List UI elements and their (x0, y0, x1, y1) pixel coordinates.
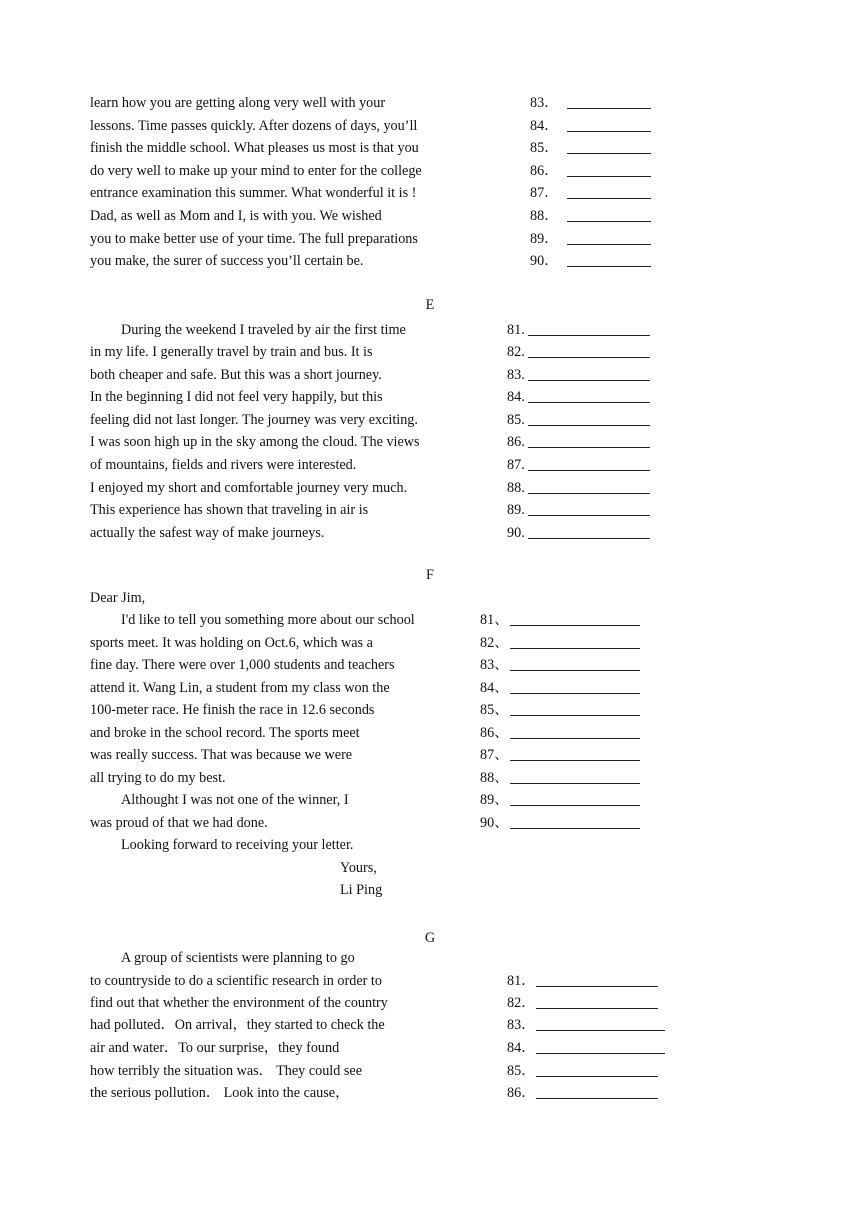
answer-blank[interactable] (528, 402, 650, 403)
passage-line: of mountains, fields and rivers were interested. (90, 457, 357, 473)
answer-number: 85． (507, 1063, 536, 1079)
answer-number: 82． (507, 995, 536, 1011)
passage-line: finish the middle school. What pleases us most is that you (90, 140, 419, 156)
passage-line: feeling did not last longer. The journey was very exciting. (90, 412, 418, 428)
letter-greeting: Dear Jim, (90, 590, 146, 606)
passage-line: learn how you are getting along very well with your (90, 95, 386, 111)
answer-blank[interactable] (567, 108, 651, 109)
answer-number: 85． (530, 140, 559, 156)
passage-line: to countryside to do a scientific research in order to (90, 973, 382, 989)
answer-number: 83. (507, 367, 525, 383)
answer-blank[interactable] (510, 828, 640, 829)
answer-blank[interactable] (528, 380, 650, 381)
passage-line: in my life. I generally travel by train and bus. It is (90, 344, 373, 360)
section-heading: G (424, 930, 436, 946)
passage-line: attend it. Wang Lin, a student from my class won the (90, 680, 390, 696)
passage-line: the serious pollution． Look into the cause， (90, 1085, 350, 1101)
passage-line: both cheaper and safe. But this was a short journey. (90, 367, 382, 383)
answer-blank[interactable] (528, 335, 650, 336)
passage-line: During the weekend I traveled by air the first time (121, 322, 406, 338)
answer-number: 90. (507, 525, 525, 541)
answer-number: 83、 (480, 657, 509, 673)
answer-number: 82. (507, 344, 525, 360)
answer-blank[interactable] (536, 1053, 665, 1054)
answer-blank[interactable] (510, 738, 640, 739)
passage-line: find out that whether the environment of the country (90, 995, 388, 1011)
answer-number: 84、 (480, 680, 509, 696)
passage-line: fine day. There were over 1,000 students and teachers (90, 657, 395, 673)
answer-blank[interactable] (567, 131, 651, 132)
answer-number: 86. (507, 434, 525, 450)
passage-line: how terribly the situation was． They could see (90, 1063, 363, 1079)
answer-number: 85、 (480, 702, 509, 718)
answer-blank[interactable] (510, 783, 640, 784)
answer-number: 90、 (480, 815, 509, 831)
answer-blank[interactable] (510, 715, 640, 716)
answer-blank[interactable] (528, 493, 650, 494)
answer-number: 85. (507, 412, 525, 428)
passage-line: lessons. Time passes quickly. After dozens of days, you’ll (90, 118, 418, 134)
answer-blank[interactable] (536, 1098, 658, 1099)
passage-line: sports meet. It was holding on Oct.6, which was a (90, 635, 373, 651)
passage-line: you make, the surer of success you’ll certain be. (90, 253, 364, 269)
answer-number: 87、 (480, 747, 509, 763)
passage-line: I was soon high up in the sky among the cloud. The views (90, 434, 420, 450)
answer-number: 81、 (480, 612, 509, 628)
letter-signature: Li Ping (340, 882, 383, 898)
passage-line: you to make better use of your time. The full preparations (90, 231, 418, 247)
letter-closing: Yours, (340, 860, 377, 876)
passage-line: air and water．To our surprise，they found (90, 1040, 340, 1056)
answer-number: 84． (530, 118, 559, 134)
passage-line: A group of scientists were planning to go (121, 950, 355, 966)
answer-number: 83． (507, 1017, 536, 1033)
answer-number: 88、 (480, 770, 509, 786)
answer-number: 89、 (480, 792, 509, 808)
passage-line: In the beginning I did not feel very happily, but this (90, 389, 383, 405)
answer-blank[interactable] (536, 1008, 658, 1009)
section-heading: E (425, 297, 435, 313)
answer-blank[interactable] (567, 176, 651, 177)
section-heading: F (426, 567, 434, 583)
answer-number: 89. (507, 502, 525, 518)
answer-number: 84． (507, 1040, 536, 1056)
answer-blank[interactable] (510, 693, 640, 694)
answer-number: 88. (507, 480, 525, 496)
answer-number: 83． (530, 95, 559, 111)
answer-blank[interactable] (510, 648, 640, 649)
passage-line: was proud of that we had done. (90, 815, 268, 831)
answer-number: 81． (507, 973, 536, 989)
answer-blank[interactable] (528, 357, 650, 358)
answer-blank[interactable] (536, 1076, 658, 1077)
answer-blank[interactable] (536, 986, 658, 987)
passage-line: actually the safest way of make journeys. (90, 525, 325, 541)
passage-line: and broke in the school record. The sports meet (90, 725, 360, 741)
passage-line: Althought I was not one of the winner, I (121, 792, 349, 808)
answer-number: 90． (530, 253, 559, 269)
passage-line: Dad, as well as Mom and I, is with you. We wished (90, 208, 382, 224)
answer-blank[interactable] (510, 760, 640, 761)
answer-blank[interactable] (567, 244, 651, 245)
answer-number: 86． (507, 1085, 536, 1101)
answer-blank[interactable] (528, 538, 650, 539)
answer-number: 81. (507, 322, 525, 338)
passage-line: Looking forward to receiving your letter. (121, 837, 354, 853)
answer-blank[interactable] (567, 198, 651, 199)
answer-blank[interactable] (528, 470, 650, 471)
answer-number: 84. (507, 389, 525, 405)
answer-number: 89． (530, 231, 559, 247)
passage-line: do very well to make up your mind to enter for the college (90, 163, 422, 179)
answer-blank[interactable] (510, 670, 640, 671)
answer-blank[interactable] (536, 1030, 665, 1031)
passage-line: I enjoyed my short and comfortable journey very much. (90, 480, 408, 496)
passage-line: This experience has shown that traveling in air is (90, 502, 369, 518)
answer-number: 86． (530, 163, 559, 179)
passage-line: had polluted．On arrival，they started to check the (90, 1017, 385, 1033)
answer-number: 88． (530, 208, 559, 224)
answer-blank[interactable] (528, 515, 650, 516)
answer-blank[interactable] (567, 221, 651, 222)
answer-blank[interactable] (510, 805, 640, 806)
answer-number: 87. (507, 457, 525, 473)
answer-number: 87． (530, 185, 559, 201)
passage-line: all trying to do my best. (90, 770, 226, 786)
passage-line: I'd like to tell you something more about our school (121, 612, 415, 628)
passage-line: was really success. That was because we were (90, 747, 353, 763)
answer-blank[interactable] (528, 425, 650, 426)
answer-blank[interactable] (528, 447, 650, 448)
answer-blank[interactable] (510, 625, 640, 626)
answer-blank[interactable] (567, 266, 651, 267)
passage-line: entrance examination this summer. What wonderful it is ! (90, 185, 417, 201)
answer-number: 86、 (480, 725, 509, 741)
answer-number: 82、 (480, 635, 509, 651)
answer-blank[interactable] (567, 153, 651, 154)
passage-line: 100-meter race. He finish the race in 12.6 seconds (90, 702, 375, 718)
